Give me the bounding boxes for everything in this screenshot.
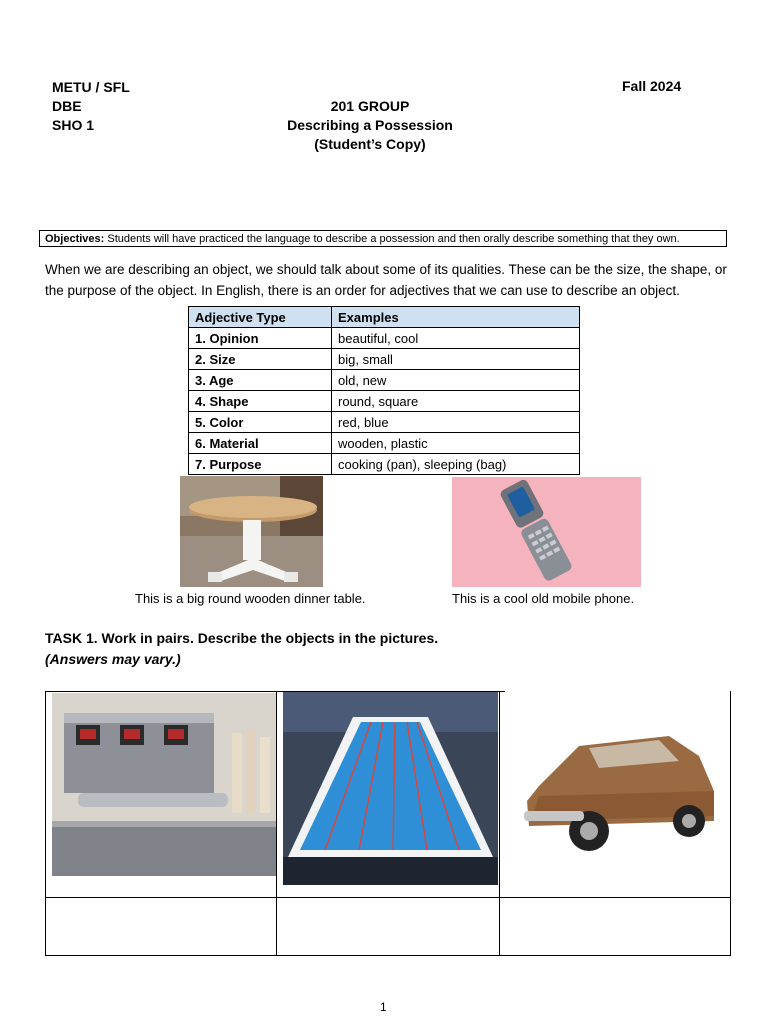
old-car-photo [519, 716, 722, 864]
header-left-line: SHO 1 [52, 117, 95, 133]
grid-divider [499, 691, 500, 956]
table-cell: 6. Material [189, 433, 332, 454]
table-header-row [189, 307, 580, 328]
table-cell: old, new [332, 370, 580, 391]
table-cell: beautiful, cool [332, 328, 580, 349]
header-left-line: DBE [52, 98, 82, 114]
table-cell: red, blue [332, 412, 580, 433]
table-cell: 2. Size [189, 349, 332, 370]
table-header-cell: Examples [332, 307, 580, 328]
document-title: Describing a Possession [287, 117, 453, 133]
table-row [189, 391, 580, 412]
table-cell: 5. Color [189, 412, 332, 433]
table-row [189, 454, 580, 475]
group-title: 201 GROUP [330, 98, 410, 114]
grid-border-bottom [45, 955, 731, 956]
table-caption: This is a big round wooden dinner table. [135, 591, 366, 606]
table-row [189, 328, 580, 349]
intro-paragraph: When we are describing an object, we should talk about some of its qualities. These can be the size, the shape, or the purpose of the object. In English, there is an order for adjectives that we can use to describe an object. [45, 262, 727, 298]
phone-caption: This is a cool old mobile phone. [452, 591, 635, 606]
table-row [189, 349, 580, 370]
objectives-text: Students will have practiced the language to describe a possession and then orally describe something that they own. [107, 233, 680, 245]
table-row [189, 433, 580, 454]
table-header-cell: Adjective Type [189, 307, 332, 328]
page-number: 1 [380, 1000, 387, 1014]
grid-border-left [45, 691, 46, 956]
round-table-photo [180, 476, 323, 587]
table-cell: 4. Shape [189, 391, 332, 412]
mobile-phone-photo [452, 477, 641, 587]
swimming-pool-photo [283, 692, 498, 885]
table-cell: cooking (pan), sleeping (bag) [332, 454, 580, 475]
grid-row-divider [45, 897, 731, 898]
espresso-machine-photo [52, 693, 276, 876]
table-row [189, 412, 580, 433]
grid-border-right [730, 691, 731, 956]
table-cell: 3. Age [189, 370, 332, 391]
header-left [52, 78, 130, 135]
table-cell: big, small [332, 349, 580, 370]
document-subtitle: (Student’s Copy) [314, 136, 426, 152]
table-cell: wooden, plastic [332, 433, 580, 454]
header-term: Fall 2024 [622, 78, 682, 94]
adjective-table [188, 306, 580, 475]
task-note: (Answers may vary.) [45, 651, 181, 667]
header-center [260, 97, 480, 154]
task-title: TASK 1. Work in pairs. Describe the objects in the pictures. [45, 630, 439, 646]
table-cell: round, square [332, 391, 580, 412]
objectives-box [39, 230, 727, 247]
table-cell: 1. Opinion [189, 328, 332, 349]
grid-divider [276, 691, 277, 956]
header-left-line: METU / SFL [52, 79, 130, 95]
objectives-label: Objectives: [45, 233, 105, 245]
table-cell: 7. Purpose [189, 454, 332, 475]
table-row [189, 370, 580, 391]
